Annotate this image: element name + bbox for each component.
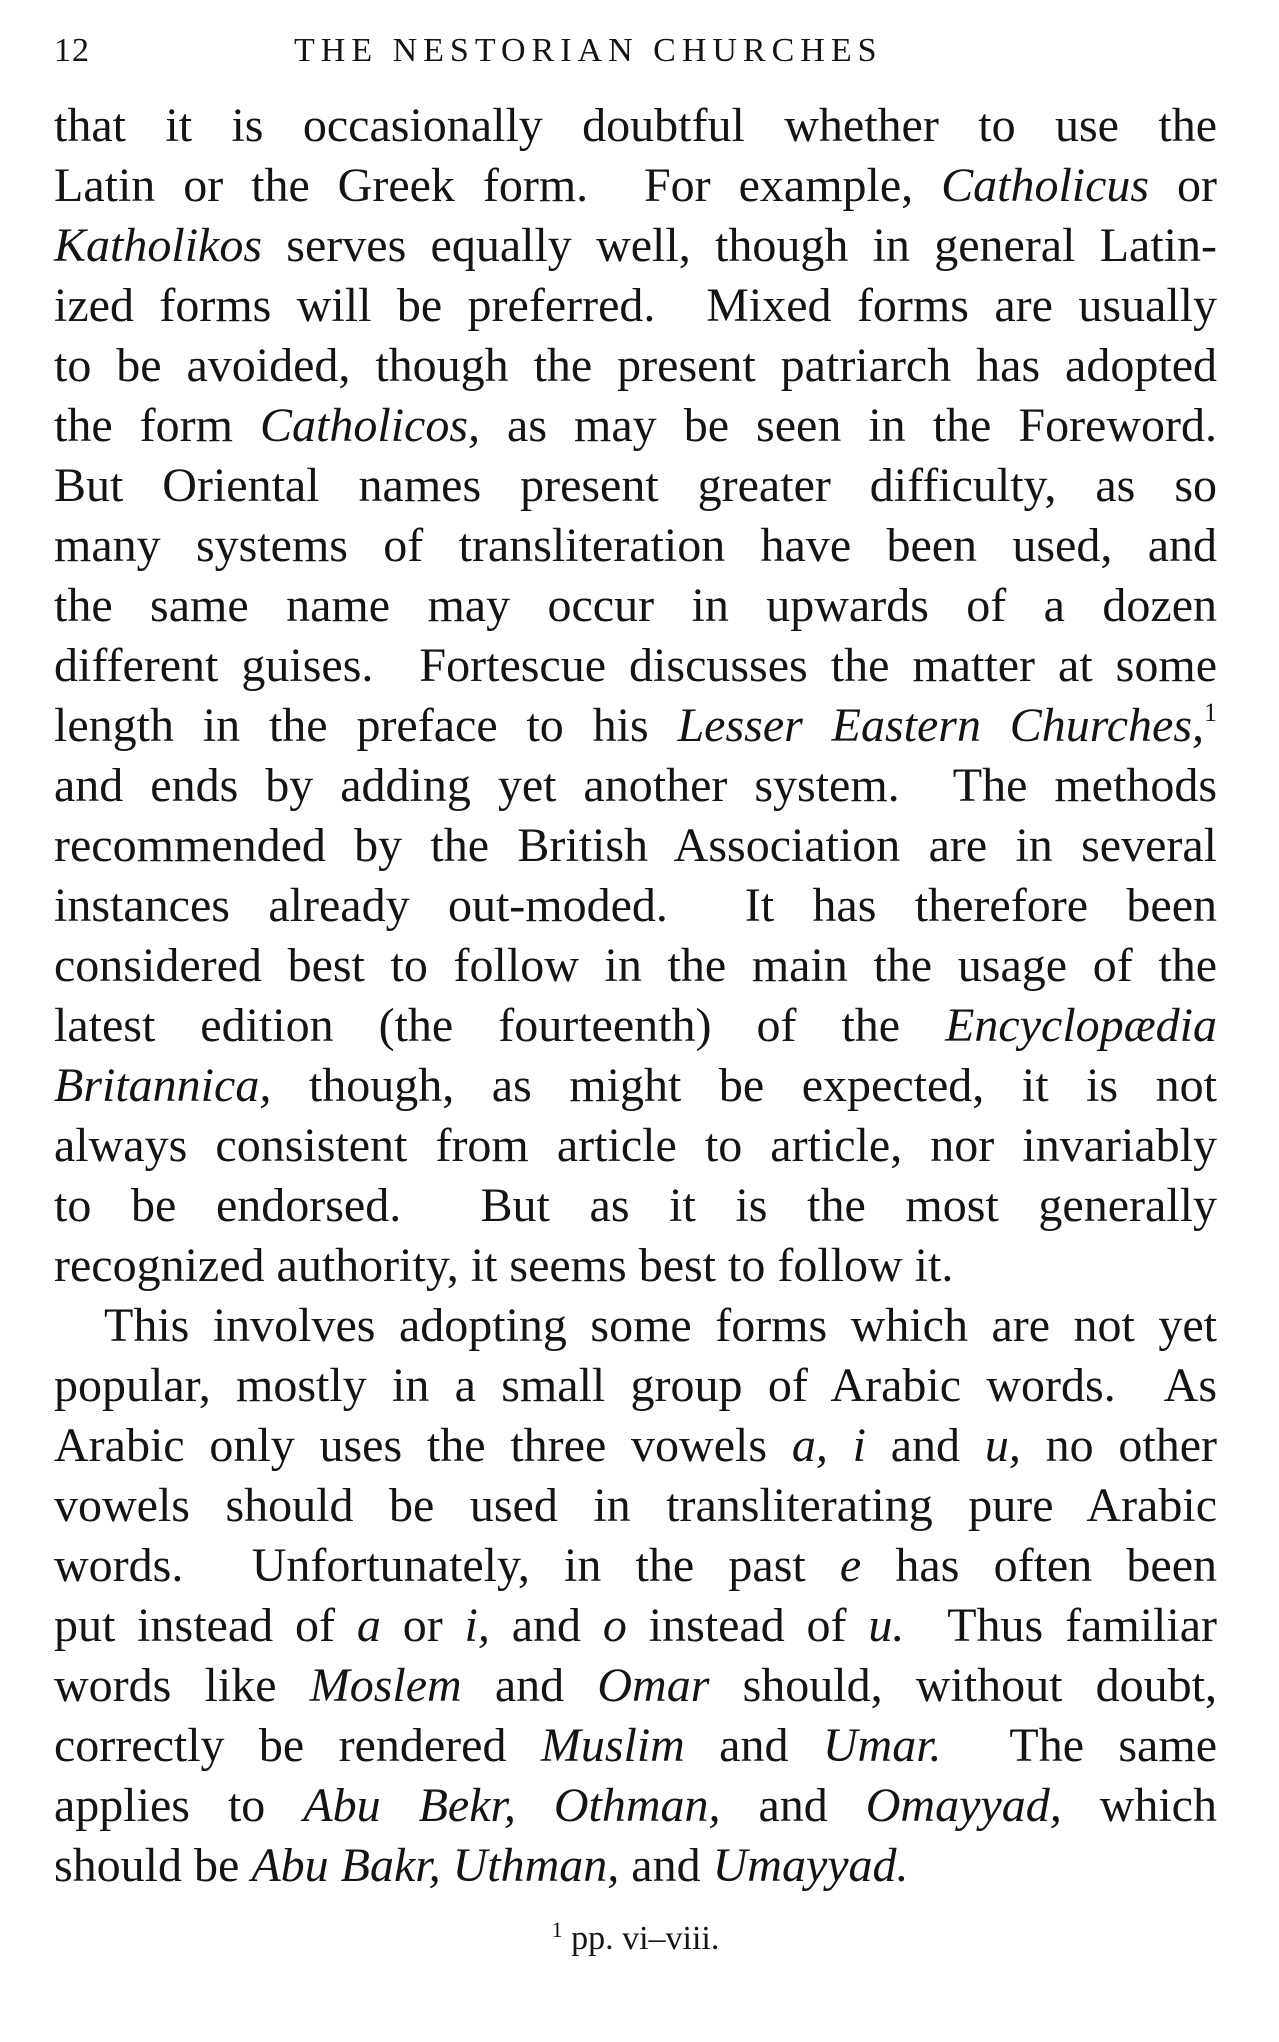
- body-text: [54, 96, 1217, 1896]
- text-line: [54, 156, 1217, 216]
- text-line: [54, 1296, 1217, 1356]
- text-run: popular, mostly in a small group of Arabic words. As: [54, 1359, 1217, 1412]
- italic-run: u.: [868, 1599, 905, 1652]
- text-run: and: [461, 1659, 598, 1712]
- italic-run: Encyclopædia: [945, 999, 1217, 1052]
- text-line: [54, 1056, 1217, 1116]
- text-run: the same name may occur in upwards of a dozen: [54, 579, 1217, 632]
- text-run: and: [720, 1779, 866, 1832]
- text-run: the form: [54, 399, 260, 452]
- text-line: [54, 1536, 1217, 1596]
- footnote-text: pp. vi–viii.: [571, 1920, 720, 1957]
- footnote: [54, 1917, 1217, 1958]
- text-run: The same: [941, 1719, 1218, 1772]
- text-run: recommended by the British Association are in several: [54, 819, 1217, 872]
- text-run: put instead of: [54, 1599, 357, 1652]
- italic-run: Catholicus: [941, 159, 1150, 212]
- text-run: Latin or the Greek form. For example,: [54, 159, 942, 212]
- text-line: [54, 1596, 1217, 1656]
- text-line: [54, 1836, 1217, 1896]
- italic-run: a: [356, 1599, 381, 1652]
- text-run: no other: [1020, 1419, 1218, 1472]
- footnote-marker: 1: [551, 1917, 563, 1942]
- text-line: [54, 456, 1217, 516]
- text-run: and: [619, 1839, 713, 1892]
- text-run: Thus familiar: [904, 1599, 1217, 1652]
- text-line: [54, 936, 1217, 996]
- text-run: to be avoided, though the present patriarch has adopted: [54, 339, 1217, 392]
- italic-run: Omayyad,: [865, 1779, 1062, 1832]
- text-run: serves equally well, though in general Latin-: [262, 219, 1217, 272]
- text-line: [54, 1356, 1217, 1416]
- italic-run: e: [839, 1539, 862, 1592]
- text-run: or: [380, 1599, 465, 1652]
- text-line: [54, 1476, 1217, 1536]
- italic-run: Abu Bekr, Othman,: [303, 1779, 721, 1832]
- text-line: [54, 636, 1217, 696]
- italic-run: Umayyad.: [712, 1839, 909, 1892]
- text-run: considered best to follow in the main the usage of the: [54, 939, 1217, 992]
- text-run: ized forms will be preferred. Mixed forms are usually: [54, 279, 1217, 332]
- text-line: [54, 396, 1217, 456]
- text-run: But Oriental names present greater difficulty, as so: [54, 459, 1217, 512]
- text-run: Arabic only uses the three vowels: [54, 1419, 792, 1472]
- text-run: This involves adopting some forms which are not yet: [104, 1299, 1217, 1352]
- italic-run: Katholikos: [54, 219, 263, 272]
- text-run: instances already out-moded. It has therefore been: [54, 879, 1217, 932]
- text-line: [54, 816, 1217, 876]
- page-number: 12: [54, 32, 90, 69]
- text-run: recognized authority, it seems best to follow it.: [54, 1239, 954, 1292]
- text-line: [54, 96, 1217, 156]
- italic-run: Omar: [597, 1659, 710, 1712]
- italic-run: Abu Bakr, Uthman,: [251, 1839, 620, 1892]
- text-run: has often been: [861, 1539, 1218, 1592]
- text-run: and: [489, 1599, 603, 1652]
- text-run: different guises. Fortescue discusses the matter at some: [54, 639, 1217, 692]
- running-title: THE NESTORIAN CHURCHES: [294, 32, 883, 69]
- italic-run: Umar.: [822, 1719, 942, 1772]
- text-line: [54, 696, 1217, 756]
- italic-run: u,: [984, 1419, 1021, 1472]
- text-run: and: [865, 1419, 985, 1472]
- text-run: instead of: [626, 1599, 869, 1652]
- italic-run: Lesser Eastern Churches,: [677, 699, 1204, 752]
- text-run: and: [684, 1719, 823, 1772]
- text-run: should be: [54, 1839, 252, 1892]
- text-run: length in the preface to his: [54, 699, 678, 752]
- text-line: [54, 216, 1217, 276]
- text-line: [54, 1656, 1217, 1716]
- italic-run: o: [602, 1599, 627, 1652]
- text-run: though, as might be expected, it is not: [271, 1059, 1217, 1112]
- text-run: should, without doubt,: [709, 1659, 1217, 1712]
- text-line: [54, 1236, 1217, 1296]
- text-line: [54, 276, 1217, 336]
- text-line: [54, 1116, 1217, 1176]
- text-line: [54, 516, 1217, 576]
- text-line: [54, 576, 1217, 636]
- footnote-reference: 1: [1204, 698, 1217, 727]
- text-run: many systems of transliteration have been used, and: [54, 519, 1217, 572]
- text-run: latest edition (the fourteenth) of the: [54, 999, 946, 1052]
- text-line: [54, 1776, 1217, 1836]
- text-run: words. Unfortunately, in the past: [54, 1539, 840, 1592]
- text-run: that it is occasionally doubtful whether to use the: [54, 99, 1217, 152]
- text-run: applies to: [54, 1779, 304, 1832]
- italic-run: a, i: [791, 1419, 866, 1472]
- text-run: to be endorsed. But as it is the most generally: [54, 1179, 1217, 1232]
- running-head: [54, 32, 1217, 82]
- text-run: correctly be rendered: [54, 1719, 541, 1772]
- italic-run: Muslim: [540, 1719, 685, 1772]
- text-line: [54, 1176, 1217, 1236]
- text-line: [54, 756, 1217, 816]
- text-run: and ends by adding yet another system. The methods: [54, 759, 1217, 812]
- text-line: [54, 1416, 1217, 1476]
- text-line: [54, 1716, 1217, 1776]
- italic-run: i,: [464, 1599, 490, 1652]
- text-run: always consistent from article to article, nor invariably: [54, 1119, 1217, 1172]
- text-line: [54, 876, 1217, 936]
- text-run: which: [1061, 1779, 1217, 1832]
- text-run: as may be seen in the Foreword.: [480, 399, 1218, 452]
- text-run: vowels should be used in transliterating pure Arabic: [54, 1479, 1217, 1532]
- italic-run: Britannica,: [54, 1059, 272, 1112]
- italic-run: Moslem: [309, 1659, 462, 1712]
- italic-run: Catholicos,: [260, 399, 481, 452]
- text-run: words like: [54, 1659, 310, 1712]
- text-run: or: [1149, 159, 1218, 212]
- text-line: [54, 336, 1217, 396]
- text-line: [54, 996, 1217, 1056]
